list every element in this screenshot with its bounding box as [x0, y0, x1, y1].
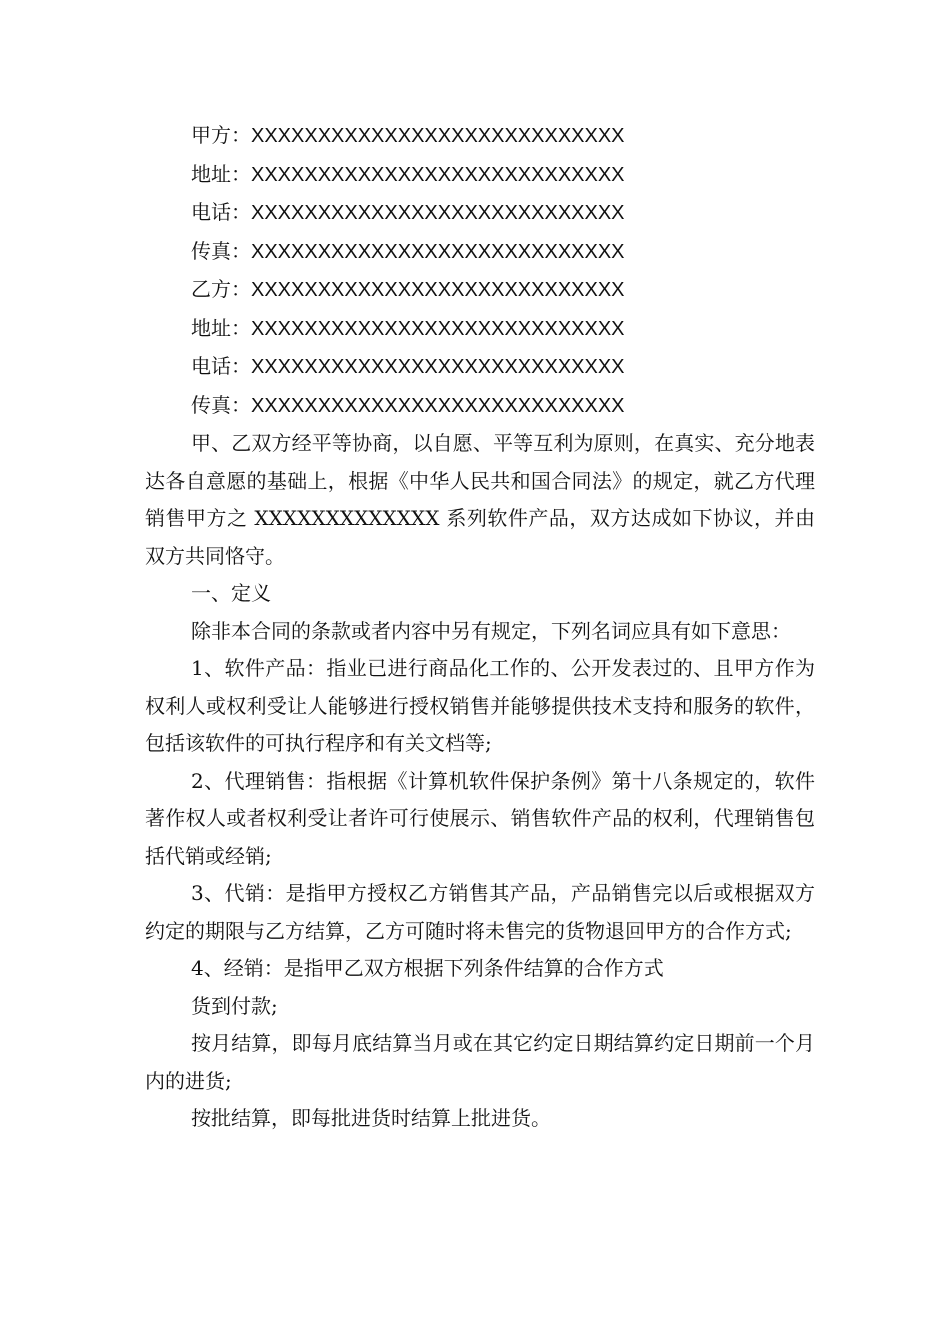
section-heading: 一、定义: [191, 581, 271, 605]
field-value: XXXXXXXXXXXXXXXXXXXXXXXXXXXX: [251, 356, 625, 378]
party-info-block: [145, 117, 815, 425]
field-label: 电话：: [191, 200, 251, 224]
preamble-paragraph: 甲、乙双方经平等协商，以自愿、平等互利为原则，在真实、充分地表达各自意愿的基础上，根据《中华人民共和国合同法》的规定，就乙方代理销售甲方之 XXXXXXXXXXXXX 系列软件产品，双方达成如下协议，并由双方共同恪守。: [145, 431, 815, 568]
field-value: XXXXXXXXXXXXXXXXXXXXXXXXXXXX: [251, 202, 625, 224]
field-value: XXXXXXXXXXXXXXXXXXXXXXXXXXXX: [251, 163, 625, 186]
field-value: XXXXXXXXXXXXXXXXXXXXXXXXXXXX: [251, 394, 625, 417]
definition-item: 4、经销：是指甲乙双方根据下列条件结算的合作方式: [191, 956, 664, 980]
settlement-item: 按月结算，即每月底结算当月或在其它约定日期结算约定日期前一个月内的进货;: [145, 1031, 815, 1093]
settlement-item: 按批结算，即每批进货时结算上批进货。: [191, 1106, 551, 1130]
party-a-fax-line: [145, 233, 815, 272]
field-label: 传真：: [191, 238, 251, 263]
field-value: XXXXXXXXXXXXXXXXXXXXXXXXXXXX: [251, 240, 625, 263]
field-label: 电话：: [191, 354, 251, 378]
party-a-phone-line: [145, 194, 815, 233]
party-b-name-line: [145, 271, 815, 310]
party-a-address-line: [145, 156, 815, 195]
field-value: XXXXXXXXXXXXXXXXXXXXXXXXXXXX: [251, 125, 625, 147]
party-b-fax-line: [145, 387, 815, 426]
field-label: 甲方：: [191, 123, 251, 147]
document-body: [145, 117, 815, 1138]
field-label: 传真：: [191, 392, 251, 417]
settlement-item: 货到付款;: [191, 993, 278, 1018]
definitions-intro: 除非本合同的条款或者内容中另有规定，下列名词应具有如下意思：: [191, 618, 791, 643]
field-label: 地址：: [191, 161, 251, 186]
field-value: XXXXXXXXXXXXXXXXXXXXXXXXXXXX: [251, 279, 625, 301]
definition-item: 3、代销：是指甲方授权乙方销售其产品，产品销售完以后或根据双方约定的期限与乙方结算，乙方可随时将未售完的货物退回甲方的合作方式;: [145, 881, 815, 943]
field-label: 乙方：: [191, 277, 251, 301]
party-a-name-line: [145, 117, 815, 156]
definition-item: 1、软件产品：指业已进行商品化工作的、公开发表过的、且甲方作为权利人或权利受让人能够进行授权销售并能够提供技术支持和服务的软件，包括该软件的可执行程序和有关文档等;: [145, 656, 815, 755]
party-b-phone-line: [145, 348, 815, 387]
field-label: 地址：: [191, 315, 251, 340]
field-value: XXXXXXXXXXXXXXXXXXXXXXXXXXXX: [251, 317, 625, 340]
party-b-address-line: [145, 310, 815, 349]
definition-item: 2、代理销售：指根据《计算机软件保护条例》第十八条规定的，软件著作权人或者权利受让者许可行使展示、销售软件产品的权利，代理销售包括代销或经销;: [145, 768, 815, 868]
